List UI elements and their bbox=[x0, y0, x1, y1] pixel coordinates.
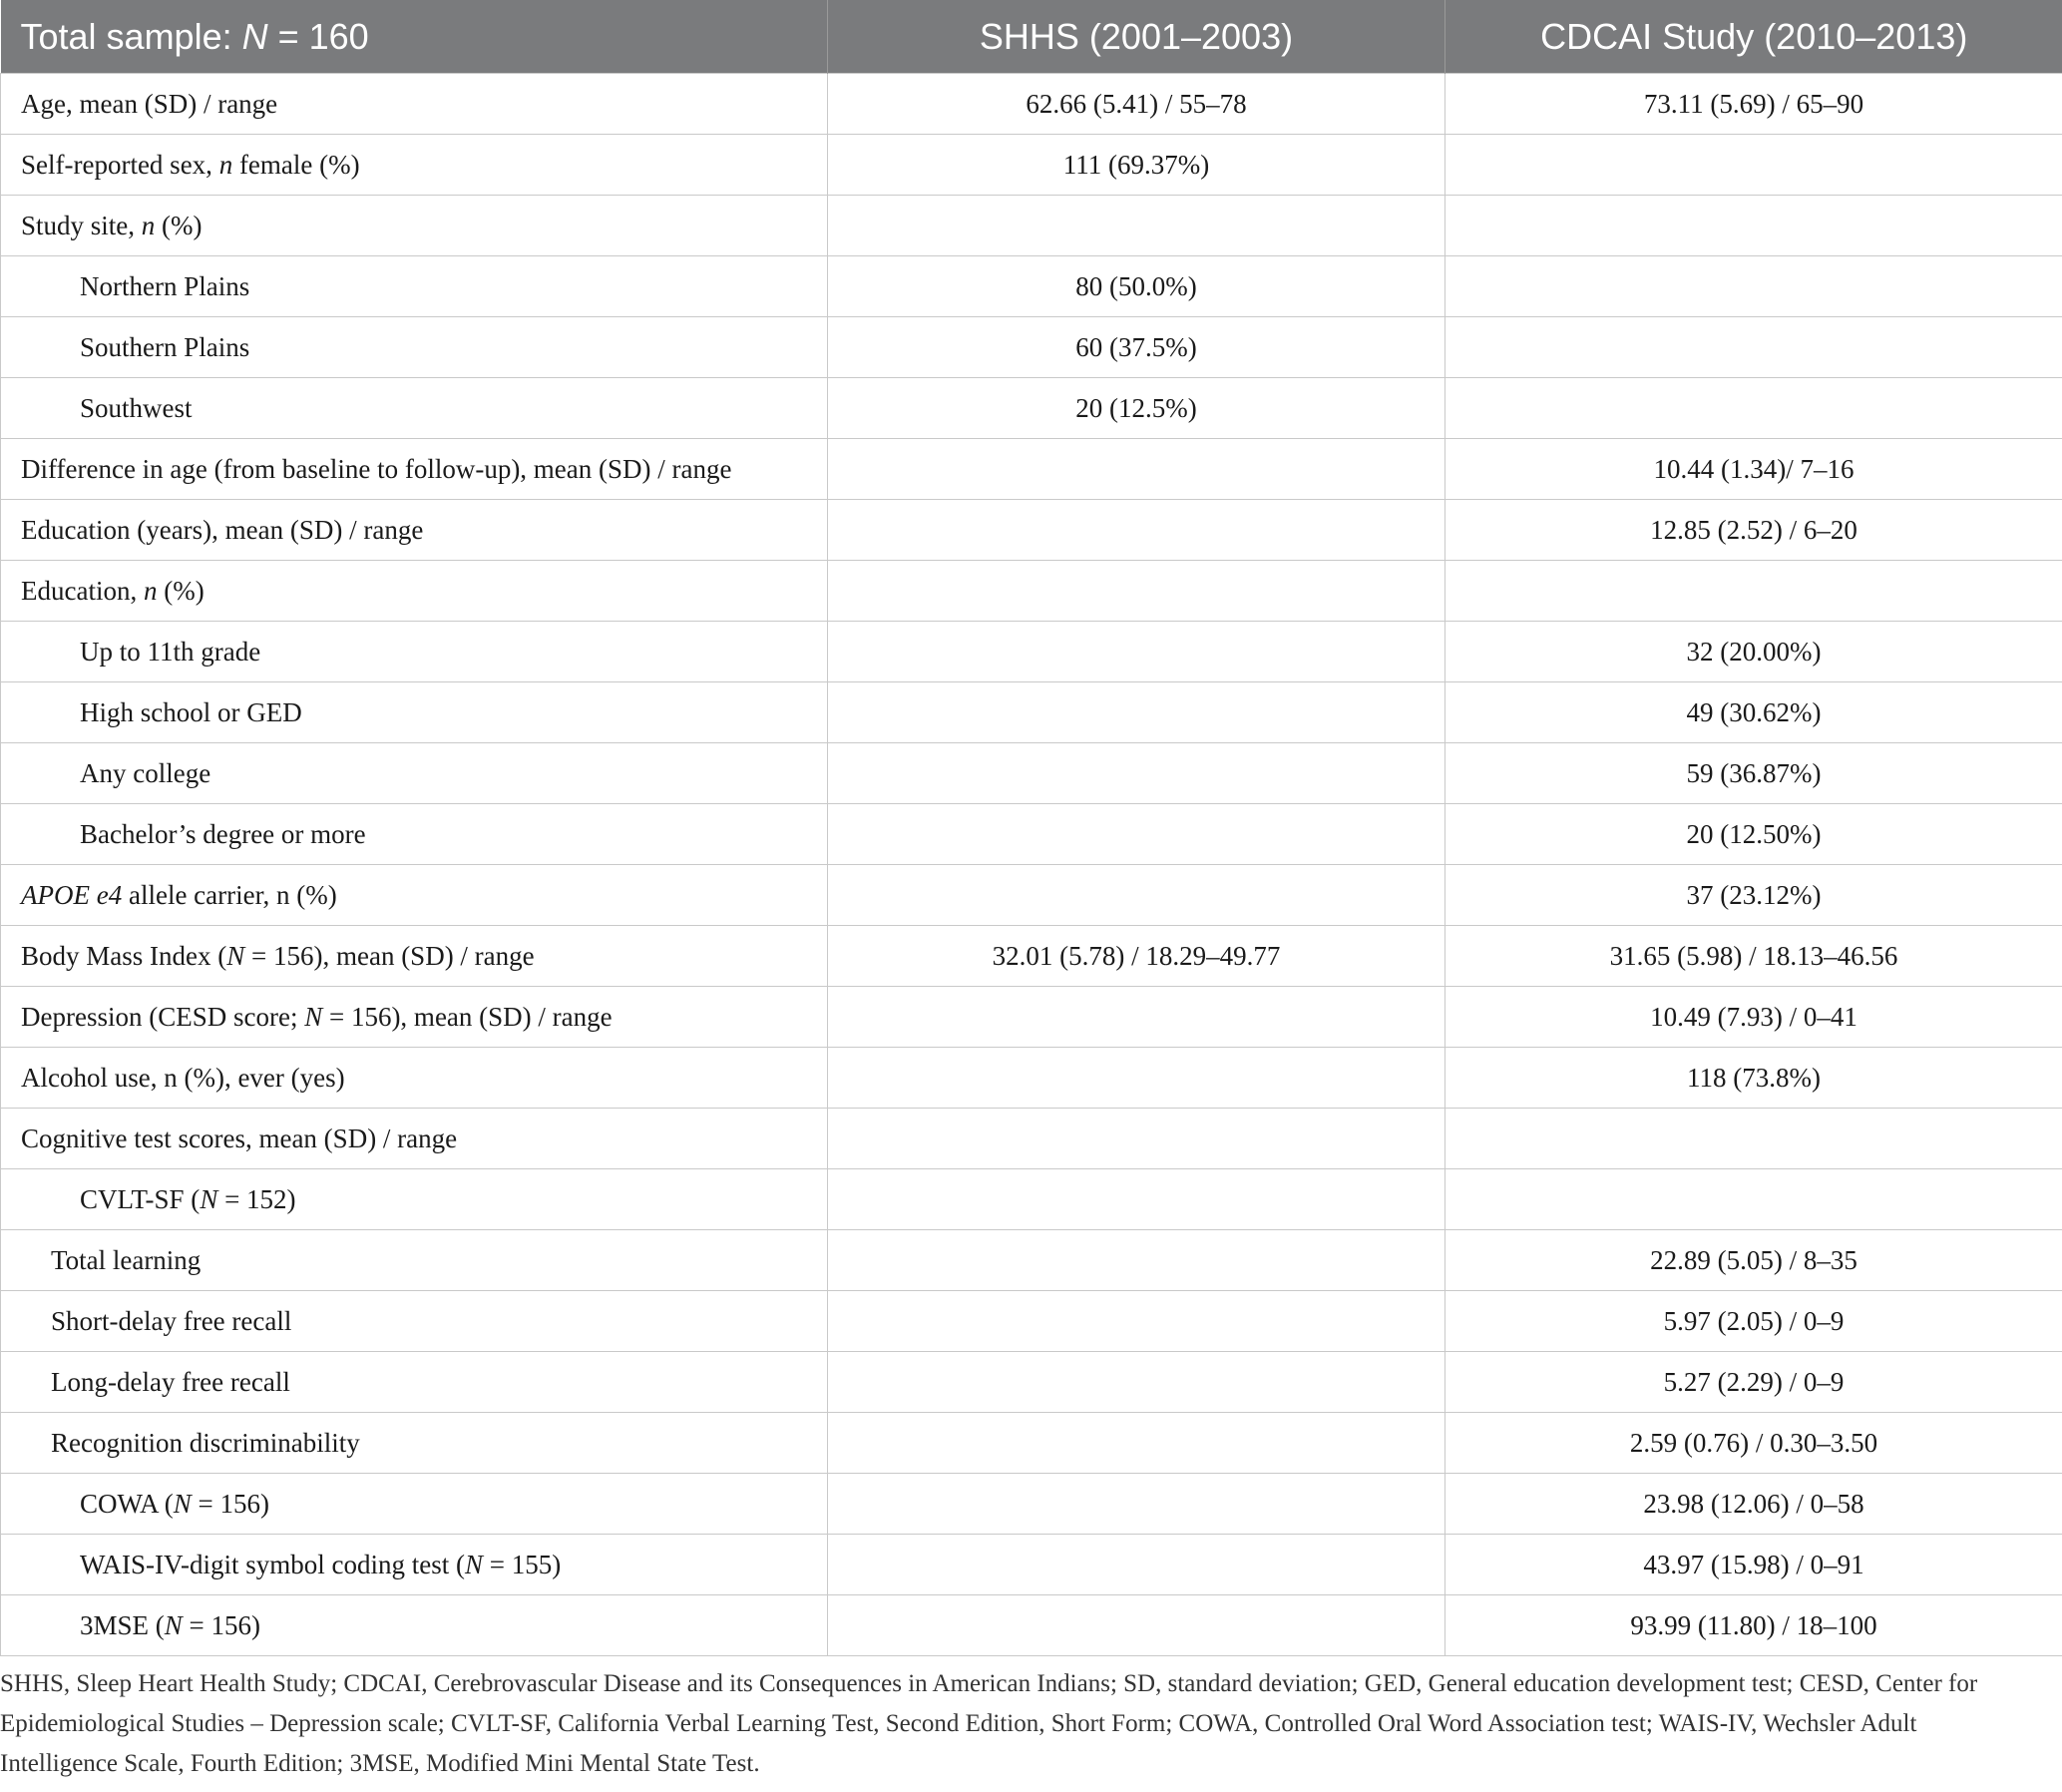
row-label-it: APOE e4 bbox=[21, 879, 123, 910]
shhs-value bbox=[828, 196, 1445, 256]
cdcai-value: 73.11 (5.69) / 65–90 bbox=[1445, 74, 2062, 135]
shhs-value bbox=[828, 1048, 1445, 1109]
table-row bbox=[1, 135, 2062, 196]
cdcai-value: 93.99 (11.80) / 18–100 bbox=[1445, 1595, 2062, 1656]
row-label-pre: Recognition discriminability bbox=[51, 1427, 360, 1458]
cdcai-value: 43.97 (15.98) / 0–91 bbox=[1445, 1535, 2062, 1595]
cdcai-value: 31.65 (5.98) / 18.13–46.56 bbox=[1445, 926, 2062, 987]
shhs-value bbox=[828, 500, 1445, 561]
shhs-value bbox=[828, 1291, 1445, 1352]
row-label-it: N bbox=[226, 940, 245, 971]
cdcai-value: 59 (36.87%) bbox=[1445, 743, 2062, 804]
row-label-pre: Age, mean (SD) / range bbox=[21, 88, 278, 119]
cdcai-value: 20 (12.50%) bbox=[1445, 804, 2062, 865]
row-label-post: = 156) bbox=[182, 1609, 260, 1640]
cdcai-value bbox=[1445, 317, 2062, 378]
row-label bbox=[1, 439, 828, 500]
row-label-pre: Education, bbox=[21, 575, 144, 606]
row-label-pre: Southwest bbox=[80, 392, 193, 423]
row-label-pre: CVLT-SF ( bbox=[80, 1183, 201, 1214]
cdcai-value: 5.27 (2.29) / 0–9 bbox=[1445, 1352, 2062, 1413]
cdcai-value bbox=[1445, 196, 2062, 256]
row-label-pre: Northern Plains bbox=[80, 270, 250, 301]
table-row bbox=[1, 926, 2062, 987]
shhs-value bbox=[828, 1109, 1445, 1169]
header-shhs: SHHS (2001–2003) bbox=[828, 0, 1445, 74]
table-row bbox=[1, 1595, 2062, 1656]
shhs-value: 60 (37.5%) bbox=[828, 317, 1445, 378]
row-label-pre: Self-reported sex, bbox=[21, 149, 219, 180]
header-row bbox=[1, 0, 2062, 74]
row-label-pre: Long-delay free recall bbox=[51, 1366, 290, 1397]
table-row bbox=[1, 1352, 2062, 1413]
shhs-value bbox=[828, 1230, 1445, 1291]
row-label-pre: Cognitive test scores, mean (SD) / range bbox=[21, 1122, 458, 1153]
row-label bbox=[1, 926, 828, 987]
table-row bbox=[1, 987, 2062, 1048]
table-row bbox=[1, 682, 2062, 743]
cdcai-value: 5.97 (2.05) / 0–9 bbox=[1445, 1291, 2062, 1352]
table-row bbox=[1, 196, 2062, 256]
shhs-value bbox=[828, 987, 1445, 1048]
table-row bbox=[1, 317, 2062, 378]
header-total-sample bbox=[1, 0, 828, 74]
cdcai-value: 22.89 (5.05) / 8–35 bbox=[1445, 1230, 2062, 1291]
row-label-it: N bbox=[164, 1609, 183, 1640]
row-label bbox=[1, 1109, 828, 1169]
shhs-value bbox=[828, 1595, 1445, 1656]
row-label bbox=[1, 561, 828, 622]
row-label-post: = 156), mean (SD) / range bbox=[244, 940, 535, 971]
cdcai-value bbox=[1445, 378, 2062, 439]
row-label bbox=[1, 682, 828, 743]
shhs-value: 80 (50.0%) bbox=[828, 256, 1445, 317]
shhs-value: 111 (69.37%) bbox=[828, 135, 1445, 196]
table-row bbox=[1, 622, 2062, 682]
row-label-pre: Short-delay free recall bbox=[51, 1305, 292, 1336]
row-label bbox=[1, 1413, 828, 1474]
cdcai-value bbox=[1445, 1169, 2062, 1230]
header-cdcai: CDCAI Study (2010–2013) bbox=[1445, 0, 2062, 74]
row-label-pre: Up to 11th grade bbox=[80, 636, 261, 667]
table-row bbox=[1, 439, 2062, 500]
table-row bbox=[1, 256, 2062, 317]
shhs-value bbox=[828, 439, 1445, 500]
row-label bbox=[1, 1048, 828, 1109]
table-row bbox=[1, 743, 2062, 804]
shhs-value bbox=[828, 561, 1445, 622]
row-label bbox=[1, 743, 828, 804]
row-label-post: allele carrier, n (%) bbox=[122, 879, 337, 910]
row-label bbox=[1, 622, 828, 682]
row-label-post: = 155) bbox=[483, 1549, 562, 1579]
row-label bbox=[1, 1474, 828, 1535]
row-label-pre: High school or GED bbox=[80, 696, 302, 727]
shhs-value: 20 (12.5%) bbox=[828, 378, 1445, 439]
shhs-value bbox=[828, 865, 1445, 926]
row-label-pre: 3MSE ( bbox=[80, 1609, 165, 1640]
row-label bbox=[1, 378, 828, 439]
shhs-value bbox=[828, 1169, 1445, 1230]
cdcai-value bbox=[1445, 1109, 2062, 1169]
shhs-value bbox=[828, 743, 1445, 804]
row-label-it: N bbox=[173, 1488, 192, 1519]
row-label-it: n bbox=[143, 575, 158, 606]
row-label-post: (%) bbox=[155, 210, 203, 240]
shhs-value bbox=[828, 1352, 1445, 1413]
table-row bbox=[1, 865, 2062, 926]
header-total-n: N bbox=[241, 15, 268, 57]
table-footnote: SHHS, Sleep Heart Health Study; CDCAI, Cerebrovascular Disease and its Consequences in American Indians; SD, standard deviation; GED, General education development test; CESD, Center for Epidemiological Studies – Depression scale; CVLT-SF, California Verbal Learning Test, Second Edition, Short Form; COWA, Controlled Oral Word Association test; WAIS-IV, Wechsler Adult Intelligence Scale, Fourth Edition; 3MSE, Modified Mini Mental State Test. bbox=[0, 1670, 1978, 1777]
row-label bbox=[1, 317, 828, 378]
row-label-pre: Difference in age (from baseline to follow-up), mean (SD) / range bbox=[21, 453, 732, 484]
table-row bbox=[1, 1169, 2062, 1230]
header-total-suffix: = 160 bbox=[267, 15, 369, 57]
table-row bbox=[1, 1535, 2062, 1595]
row-label-pre: Any college bbox=[80, 757, 211, 788]
row-label bbox=[1, 1535, 828, 1595]
shhs-value bbox=[828, 1535, 1445, 1595]
row-label bbox=[1, 1169, 828, 1230]
table-row bbox=[1, 1048, 2062, 1109]
cdcai-value bbox=[1445, 135, 2062, 196]
cdcai-value: 12.85 (2.52) / 6–20 bbox=[1445, 500, 2062, 561]
row-label-it: n bbox=[141, 210, 156, 240]
row-label bbox=[1, 1352, 828, 1413]
row-label-post: (%) bbox=[157, 575, 205, 606]
row-label-post: female (%) bbox=[232, 149, 360, 180]
shhs-value bbox=[828, 804, 1445, 865]
table-row bbox=[1, 804, 2062, 865]
row-label bbox=[1, 500, 828, 561]
cdcai-value: 49 (30.62%) bbox=[1445, 682, 2062, 743]
row-label-pre: Education (years), mean (SD) / range bbox=[21, 514, 424, 545]
row-label-pre: Bachelor’s degree or more bbox=[80, 818, 366, 849]
row-label-pre: Alcohol use, n (%), ever (yes) bbox=[21, 1062, 345, 1093]
cdcai-value: 37 (23.12%) bbox=[1445, 865, 2062, 926]
cdcai-value: 10.49 (7.93) / 0–41 bbox=[1445, 987, 2062, 1048]
shhs-value bbox=[828, 1474, 1445, 1535]
table-body bbox=[1, 74, 2062, 1656]
table-row bbox=[1, 1230, 2062, 1291]
shhs-value: 62.66 (5.41) / 55–78 bbox=[828, 74, 1445, 135]
row-label-pre: Depression (CESD score; bbox=[21, 1001, 305, 1032]
shhs-value: 32.01 (5.78) / 18.29–49.77 bbox=[828, 926, 1445, 987]
row-label bbox=[1, 1595, 828, 1656]
table-row bbox=[1, 500, 2062, 561]
table-row bbox=[1, 1291, 2062, 1352]
cdcai-value: 2.59 (0.76) / 0.30–3.50 bbox=[1445, 1413, 2062, 1474]
table-row bbox=[1, 378, 2062, 439]
row-label-pre: Study site, bbox=[21, 210, 142, 240]
table-row bbox=[1, 1413, 2062, 1474]
shhs-value bbox=[828, 622, 1445, 682]
cdcai-value bbox=[1445, 561, 2062, 622]
shhs-value bbox=[828, 682, 1445, 743]
row-label-it: N bbox=[200, 1183, 218, 1214]
row-label bbox=[1, 865, 828, 926]
row-label-pre: COWA ( bbox=[80, 1488, 174, 1519]
row-label bbox=[1, 1230, 828, 1291]
row-label bbox=[1, 135, 828, 196]
row-label-pre: Southern Plains bbox=[80, 331, 250, 362]
table-row bbox=[1, 1109, 2062, 1169]
cdcai-value: 118 (73.8%) bbox=[1445, 1048, 2062, 1109]
row-label-it: N bbox=[304, 1001, 323, 1032]
table-row bbox=[1, 74, 2062, 135]
row-label-pre: WAIS-IV-digit symbol coding test ( bbox=[80, 1549, 465, 1579]
row-label-post: = 156) bbox=[191, 1488, 269, 1519]
row-label-post: = 152) bbox=[217, 1183, 296, 1214]
cdcai-value bbox=[1445, 256, 2062, 317]
cdcai-value: 10.44 (1.34)/ 7–16 bbox=[1445, 439, 2062, 500]
cdcai-value: 23.98 (12.06) / 0–58 bbox=[1445, 1474, 2062, 1535]
table-row bbox=[1, 561, 2062, 622]
header-total-prefix: Total sample: bbox=[20, 15, 242, 57]
table-row bbox=[1, 1474, 2062, 1535]
cdcai-value: 32 (20.00%) bbox=[1445, 622, 2062, 682]
row-label bbox=[1, 1291, 828, 1352]
row-label bbox=[1, 804, 828, 865]
row-label bbox=[1, 256, 828, 317]
shhs-value bbox=[828, 1413, 1445, 1474]
row-label-it: n bbox=[218, 149, 233, 180]
row-label bbox=[1, 987, 828, 1048]
row-label bbox=[1, 74, 828, 135]
row-label-pre: Body Mass Index ( bbox=[21, 940, 227, 971]
row-label bbox=[1, 196, 828, 256]
row-label-post: = 156), mean (SD) / range bbox=[322, 1001, 613, 1032]
row-label-it: N bbox=[464, 1549, 483, 1579]
row-label-pre: Total learning bbox=[51, 1244, 202, 1275]
